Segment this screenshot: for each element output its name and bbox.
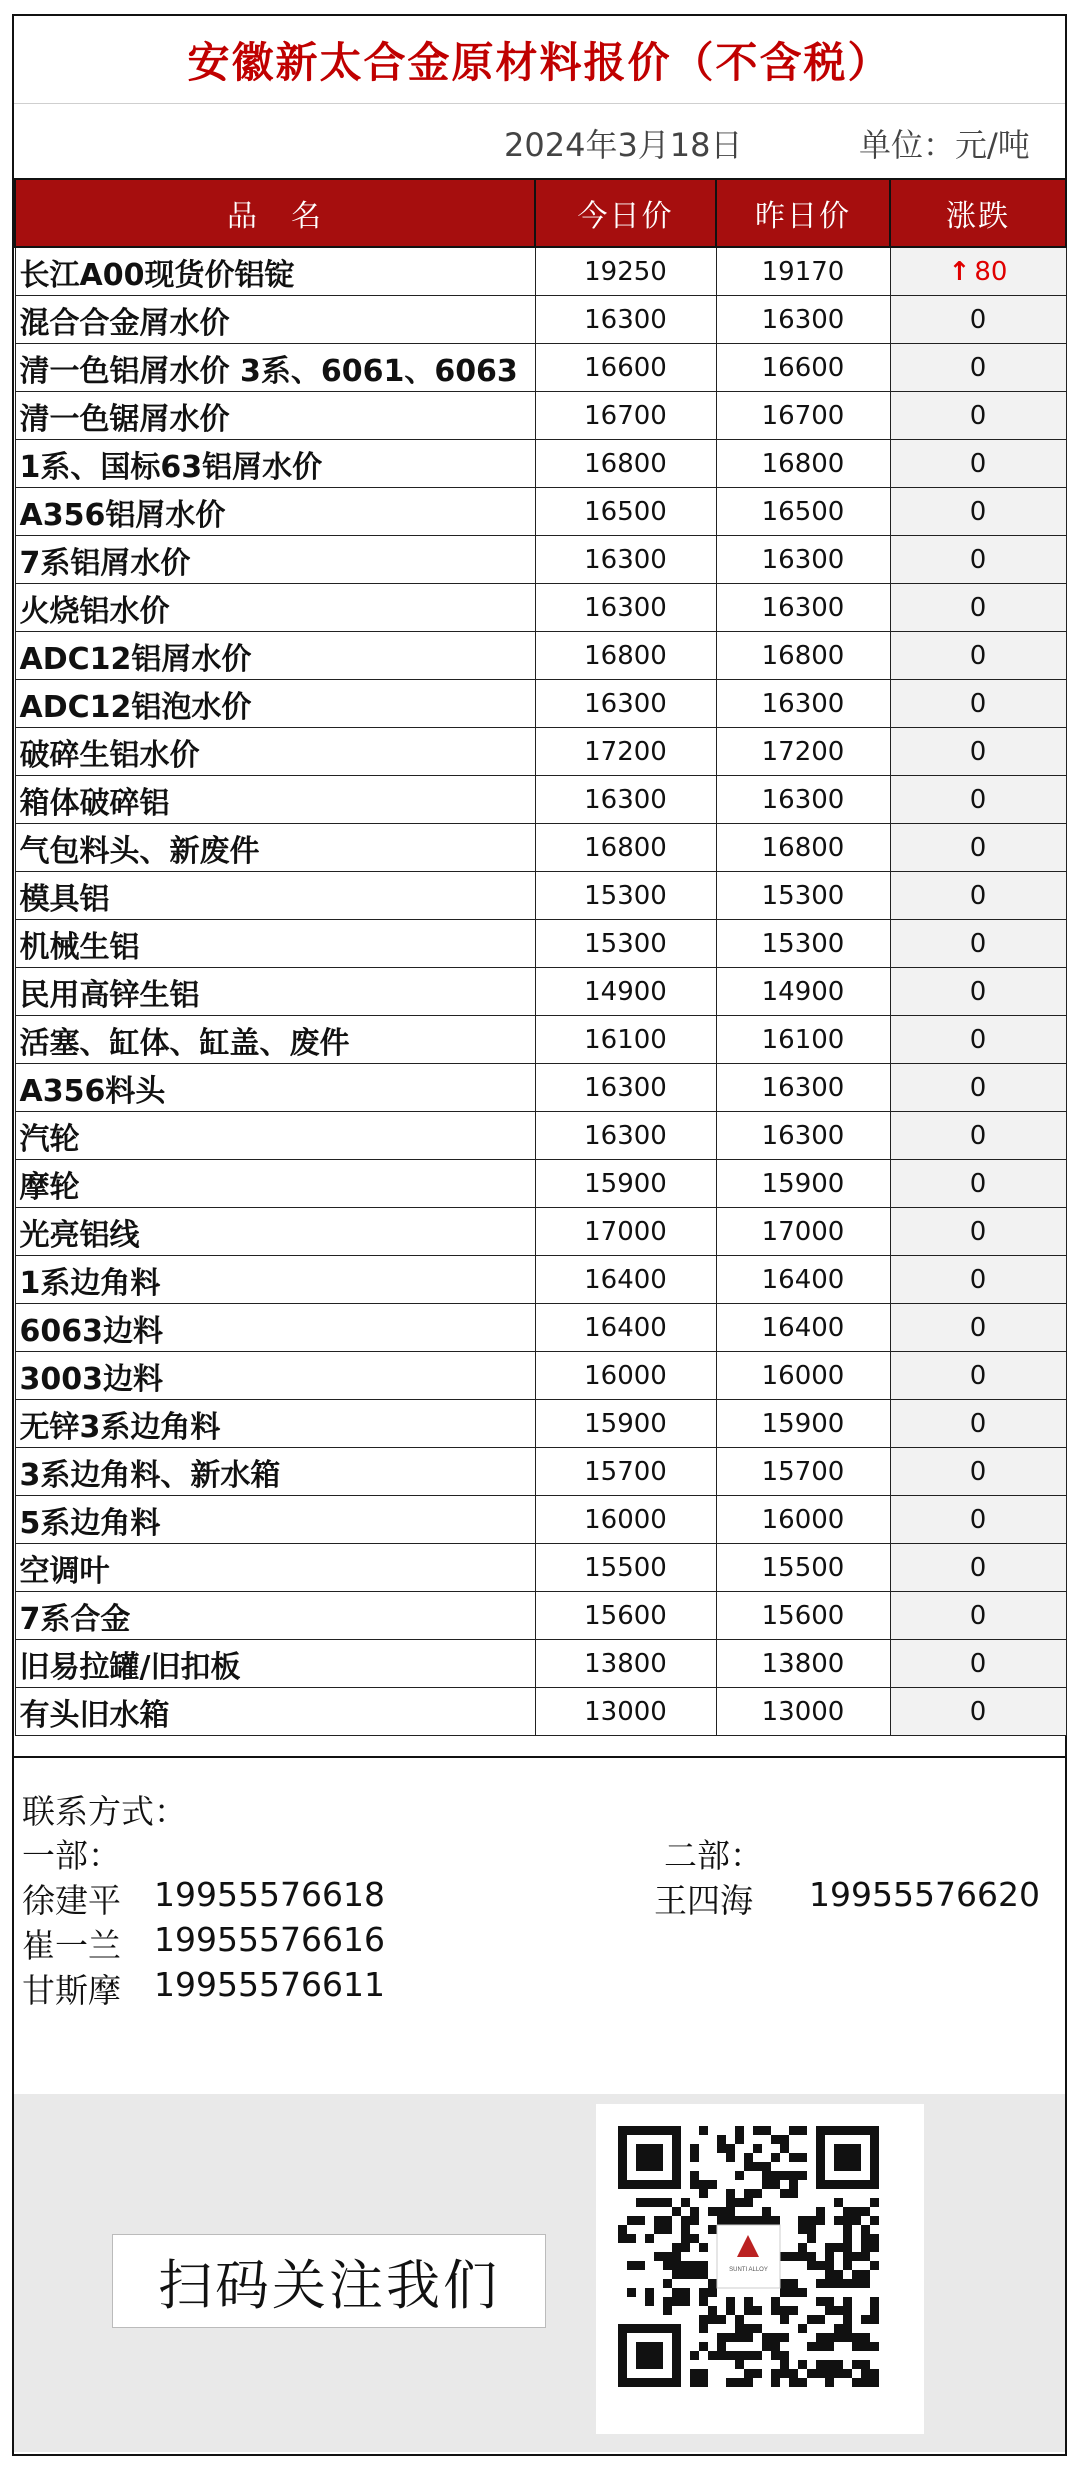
table-row bbox=[15, 1016, 1066, 1064]
yesterday-price: 16600 bbox=[716, 344, 890, 392]
price-change bbox=[890, 824, 1066, 872]
yesterday-price: 15300 bbox=[716, 920, 890, 968]
item-name: 1系边角料 bbox=[15, 1256, 535, 1304]
contact-name: 崔一兰 bbox=[22, 1926, 121, 1965]
table-row bbox=[15, 1640, 1066, 1688]
change-value: 80 bbox=[974, 256, 1008, 287]
item-name: 3003边料 bbox=[15, 1352, 535, 1400]
change-value: 0 bbox=[969, 688, 987, 719]
change-value: 0 bbox=[969, 736, 987, 767]
table-body bbox=[15, 247, 1066, 1736]
item-name: 气包料头、新废件 bbox=[15, 824, 535, 872]
yesterday-price: 16300 bbox=[716, 296, 890, 344]
price-unit: 单位：元/吨 bbox=[859, 126, 1030, 164]
price-change bbox=[890, 920, 1066, 968]
today-price: 17000 bbox=[535, 1208, 716, 1256]
table-header-row bbox=[15, 179, 1066, 247]
table-row bbox=[15, 1256, 1066, 1304]
today-price: 16000 bbox=[535, 1352, 716, 1400]
yesterday-price: 16300 bbox=[716, 536, 890, 584]
item-name: 破碎生铝水价 bbox=[15, 728, 535, 776]
report-date: 2024年3月18日 bbox=[504, 126, 743, 164]
today-price: 16300 bbox=[535, 680, 716, 728]
yesterday-price: 14900 bbox=[716, 968, 890, 1016]
change-value: 0 bbox=[969, 1120, 987, 1151]
today-price: 14900 bbox=[535, 968, 716, 1016]
table-row bbox=[15, 680, 1066, 728]
today-price: 16800 bbox=[535, 824, 716, 872]
table-row bbox=[15, 728, 1066, 776]
header-name: 品 名 bbox=[15, 179, 535, 247]
item-name: A356料头 bbox=[15, 1064, 535, 1112]
today-price: 16300 bbox=[535, 1112, 716, 1160]
today-price: 16300 bbox=[535, 584, 716, 632]
today-price: 13000 bbox=[535, 1688, 716, 1736]
item-name: 活塞、缸体、缸盖、废件 bbox=[15, 1016, 535, 1064]
table-row bbox=[15, 1448, 1066, 1496]
item-name: 1系、国标63铝屑水价 bbox=[15, 440, 535, 488]
contact-phone: 19955576618 bbox=[154, 1875, 385, 1914]
yesterday-price: 16300 bbox=[716, 1112, 890, 1160]
table-row bbox=[15, 488, 1066, 536]
yesterday-price: 16500 bbox=[716, 488, 890, 536]
today-price: 15300 bbox=[535, 872, 716, 920]
table-row bbox=[15, 1160, 1066, 1208]
yesterday-price: 16300 bbox=[716, 776, 890, 824]
price-change bbox=[890, 1496, 1066, 1544]
today-price: 15500 bbox=[535, 1544, 716, 1592]
yesterday-price: 19170 bbox=[716, 247, 890, 296]
page-title: 安徽新太合金原材料报价（不含税） bbox=[14, 16, 1065, 104]
price-change bbox=[890, 488, 1066, 536]
table-row bbox=[15, 247, 1066, 296]
contact-phone: 19955576616 bbox=[154, 1920, 385, 1959]
yesterday-price: 16800 bbox=[716, 824, 890, 872]
change-value: 0 bbox=[969, 640, 987, 671]
yesterday-price: 16000 bbox=[716, 1496, 890, 1544]
change-value: 0 bbox=[969, 1072, 987, 1103]
price-change bbox=[890, 584, 1066, 632]
table-row bbox=[15, 1400, 1066, 1448]
item-name: 机械生铝 bbox=[15, 920, 535, 968]
yesterday-price: 13800 bbox=[716, 1640, 890, 1688]
change-value: 0 bbox=[969, 832, 987, 863]
item-name: 6063边料 bbox=[15, 1304, 535, 1352]
yesterday-price: 15500 bbox=[716, 1544, 890, 1592]
today-price: 16800 bbox=[535, 440, 716, 488]
price-change bbox=[890, 1064, 1066, 1112]
header-change: 涨跌 bbox=[890, 179, 1066, 247]
item-name: A356铝屑水价 bbox=[15, 488, 535, 536]
price-change bbox=[890, 1160, 1066, 1208]
yesterday-price: 16400 bbox=[716, 1304, 890, 1352]
item-name: 7系铝屑水价 bbox=[15, 536, 535, 584]
change-value: 0 bbox=[969, 1456, 987, 1487]
yesterday-price: 17200 bbox=[716, 728, 890, 776]
item-name: 有头旧水箱 bbox=[15, 1688, 535, 1736]
up-arrow-icon: ↑ bbox=[948, 256, 971, 287]
today-price: 16400 bbox=[535, 1256, 716, 1304]
table-row bbox=[15, 1496, 1066, 1544]
price-change bbox=[890, 968, 1066, 1016]
contact-name: 甘斯摩 bbox=[22, 1971, 121, 2010]
table-row bbox=[15, 1208, 1066, 1256]
price-change bbox=[890, 776, 1066, 824]
yesterday-price: 16800 bbox=[716, 440, 890, 488]
qr-code[interactable] bbox=[596, 2104, 924, 2434]
table-row bbox=[15, 1064, 1066, 1112]
item-name: 混合合金屑水价 bbox=[15, 296, 535, 344]
price-change bbox=[890, 344, 1066, 392]
change-value: 0 bbox=[969, 1648, 987, 1679]
contact-phone: 19955576611 bbox=[154, 1965, 385, 2004]
item-name: ADC12铝泡水价 bbox=[15, 680, 535, 728]
item-name: 清一色铝屑水价 3系、6061、6063 bbox=[15, 344, 535, 392]
item-name: ADC12铝屑水价 bbox=[15, 632, 535, 680]
price-change bbox=[890, 680, 1066, 728]
follow-section bbox=[14, 2094, 1065, 2452]
price-change bbox=[890, 1112, 1066, 1160]
yesterday-price: 16700 bbox=[716, 392, 890, 440]
change-value: 0 bbox=[969, 400, 987, 431]
change-value: 0 bbox=[969, 544, 987, 575]
price-change bbox=[890, 1544, 1066, 1592]
change-value: 0 bbox=[969, 1360, 987, 1391]
item-name: 箱体破碎铝 bbox=[15, 776, 535, 824]
table-row bbox=[15, 632, 1066, 680]
table-row bbox=[15, 296, 1066, 344]
today-price: 16300 bbox=[535, 296, 716, 344]
yesterday-price: 16100 bbox=[716, 1016, 890, 1064]
yesterday-price: 15300 bbox=[716, 872, 890, 920]
today-price: 15300 bbox=[535, 920, 716, 968]
price-change bbox=[890, 1016, 1066, 1064]
yesterday-price: 16300 bbox=[716, 680, 890, 728]
yesterday-price: 16300 bbox=[716, 584, 890, 632]
item-name: 长江A00现货价铝锭 bbox=[15, 247, 535, 296]
table-row bbox=[15, 1544, 1066, 1592]
change-value: 0 bbox=[969, 1552, 987, 1583]
change-value: 0 bbox=[969, 1408, 987, 1439]
today-price: 16400 bbox=[535, 1304, 716, 1352]
item-name: 3系边角料、新水箱 bbox=[15, 1448, 535, 1496]
header-yesterday: 昨日价 bbox=[716, 179, 890, 247]
table-row bbox=[15, 440, 1066, 488]
price-change bbox=[890, 1592, 1066, 1640]
contact-name: 徐建平 bbox=[22, 1881, 121, 1920]
change-value: 0 bbox=[969, 1216, 987, 1247]
table-row bbox=[15, 1352, 1066, 1400]
today-price: 16100 bbox=[535, 1016, 716, 1064]
change-value: 0 bbox=[969, 1504, 987, 1535]
contact-label: 联系方式： bbox=[22, 1792, 187, 1831]
price-change bbox=[890, 632, 1066, 680]
yesterday-price: 15900 bbox=[716, 1400, 890, 1448]
table-row bbox=[15, 776, 1066, 824]
price-change bbox=[890, 1304, 1066, 1352]
item-name: 7系合金 bbox=[15, 1592, 535, 1640]
today-price: 15900 bbox=[535, 1160, 716, 1208]
price-change bbox=[890, 247, 1066, 296]
price-change bbox=[890, 872, 1066, 920]
change-value: 0 bbox=[969, 784, 987, 815]
item-name: 无锌3系边角料 bbox=[15, 1400, 535, 1448]
price-table bbox=[14, 178, 1067, 1736]
table-row bbox=[15, 968, 1066, 1016]
today-price: 15600 bbox=[535, 1592, 716, 1640]
price-change bbox=[890, 1640, 1066, 1688]
scan-follow-label: 扫码关注我们 bbox=[112, 2234, 546, 2328]
yesterday-price: 13000 bbox=[716, 1688, 890, 1736]
table-row bbox=[15, 872, 1066, 920]
price-change bbox=[890, 1688, 1066, 1736]
change-value: 0 bbox=[969, 1312, 987, 1343]
price-change bbox=[890, 1256, 1066, 1304]
price-change bbox=[890, 1208, 1066, 1256]
change-value: 0 bbox=[969, 976, 987, 1007]
today-price: 17200 bbox=[535, 728, 716, 776]
change-value: 0 bbox=[969, 928, 987, 959]
yesterday-price: 15900 bbox=[716, 1160, 890, 1208]
change-value: 0 bbox=[969, 1024, 987, 1055]
today-price: 16800 bbox=[535, 632, 716, 680]
yesterday-price: 16800 bbox=[716, 632, 890, 680]
change-value: 0 bbox=[969, 1168, 987, 1199]
price-change bbox=[890, 1400, 1066, 1448]
price-change bbox=[890, 1448, 1066, 1496]
item-name: 清一色锯屑水价 bbox=[15, 392, 535, 440]
contact-name: 王四海 bbox=[654, 1881, 753, 1920]
yesterday-price: 15600 bbox=[716, 1592, 890, 1640]
change-value: 0 bbox=[969, 496, 987, 527]
table-row bbox=[15, 1688, 1066, 1736]
price-change bbox=[890, 1352, 1066, 1400]
item-name: 5系边角料 bbox=[15, 1496, 535, 1544]
change-value: 0 bbox=[969, 1264, 987, 1295]
change-value: 0 bbox=[969, 1600, 987, 1631]
header-today: 今日价 bbox=[535, 179, 716, 247]
today-price: 16600 bbox=[535, 344, 716, 392]
today-price: 13800 bbox=[535, 1640, 716, 1688]
table-row bbox=[15, 920, 1066, 968]
change-value: 0 bbox=[969, 304, 987, 335]
price-change bbox=[890, 440, 1066, 488]
change-value: 0 bbox=[969, 592, 987, 623]
table-row bbox=[15, 536, 1066, 584]
today-price: 16500 bbox=[535, 488, 716, 536]
today-price: 16300 bbox=[535, 1064, 716, 1112]
yesterday-price: 16300 bbox=[716, 1064, 890, 1112]
change-value: 0 bbox=[969, 448, 987, 479]
price-change bbox=[890, 536, 1066, 584]
price-change bbox=[890, 296, 1066, 344]
table-row bbox=[15, 1112, 1066, 1160]
price-sheet bbox=[12, 14, 1067, 2456]
today-price: 16300 bbox=[535, 776, 716, 824]
today-price: 16000 bbox=[535, 1496, 716, 1544]
today-price: 19250 bbox=[535, 247, 716, 296]
svg-text:SUNTI ALLOY: SUNTI ALLOY bbox=[729, 2267, 768, 2273]
table-row bbox=[15, 584, 1066, 632]
yesterday-price: 16400 bbox=[716, 1256, 890, 1304]
item-name: 空调叶 bbox=[15, 1544, 535, 1592]
item-name: 火烧铝水价 bbox=[15, 584, 535, 632]
table-row bbox=[15, 392, 1066, 440]
table-row bbox=[15, 824, 1066, 872]
yesterday-price: 15700 bbox=[716, 1448, 890, 1496]
table-row bbox=[15, 1592, 1066, 1640]
price-change bbox=[890, 728, 1066, 776]
yesterday-price: 17000 bbox=[716, 1208, 890, 1256]
change-value: 0 bbox=[969, 880, 987, 911]
today-price: 16300 bbox=[535, 536, 716, 584]
today-price: 16700 bbox=[535, 392, 716, 440]
item-name: 模具铝 bbox=[15, 872, 535, 920]
item-name: 光亮铝线 bbox=[15, 1208, 535, 1256]
change-value: 0 bbox=[969, 1696, 987, 1727]
today-price: 15900 bbox=[535, 1400, 716, 1448]
item-name: 民用高锌生铝 bbox=[15, 968, 535, 1016]
date-unit-row bbox=[14, 104, 1065, 180]
dept2-label: 二部： bbox=[664, 1836, 763, 1875]
item-name: 旧易拉罐/旧扣板 bbox=[15, 1640, 535, 1688]
today-price: 15700 bbox=[535, 1448, 716, 1496]
qr-code-icon bbox=[596, 2104, 924, 2434]
contact-section bbox=[14, 1756, 1065, 2096]
table-row bbox=[15, 344, 1066, 392]
item-name: 摩轮 bbox=[15, 1160, 535, 1208]
change-value: 0 bbox=[969, 352, 987, 383]
dept1-label: 一部： bbox=[22, 1836, 121, 1875]
table-row bbox=[15, 1304, 1066, 1352]
contact-phone: 19955576620 bbox=[809, 1875, 1040, 1914]
yesterday-price: 16000 bbox=[716, 1352, 890, 1400]
price-change bbox=[890, 392, 1066, 440]
item-name: 汽轮 bbox=[15, 1112, 535, 1160]
